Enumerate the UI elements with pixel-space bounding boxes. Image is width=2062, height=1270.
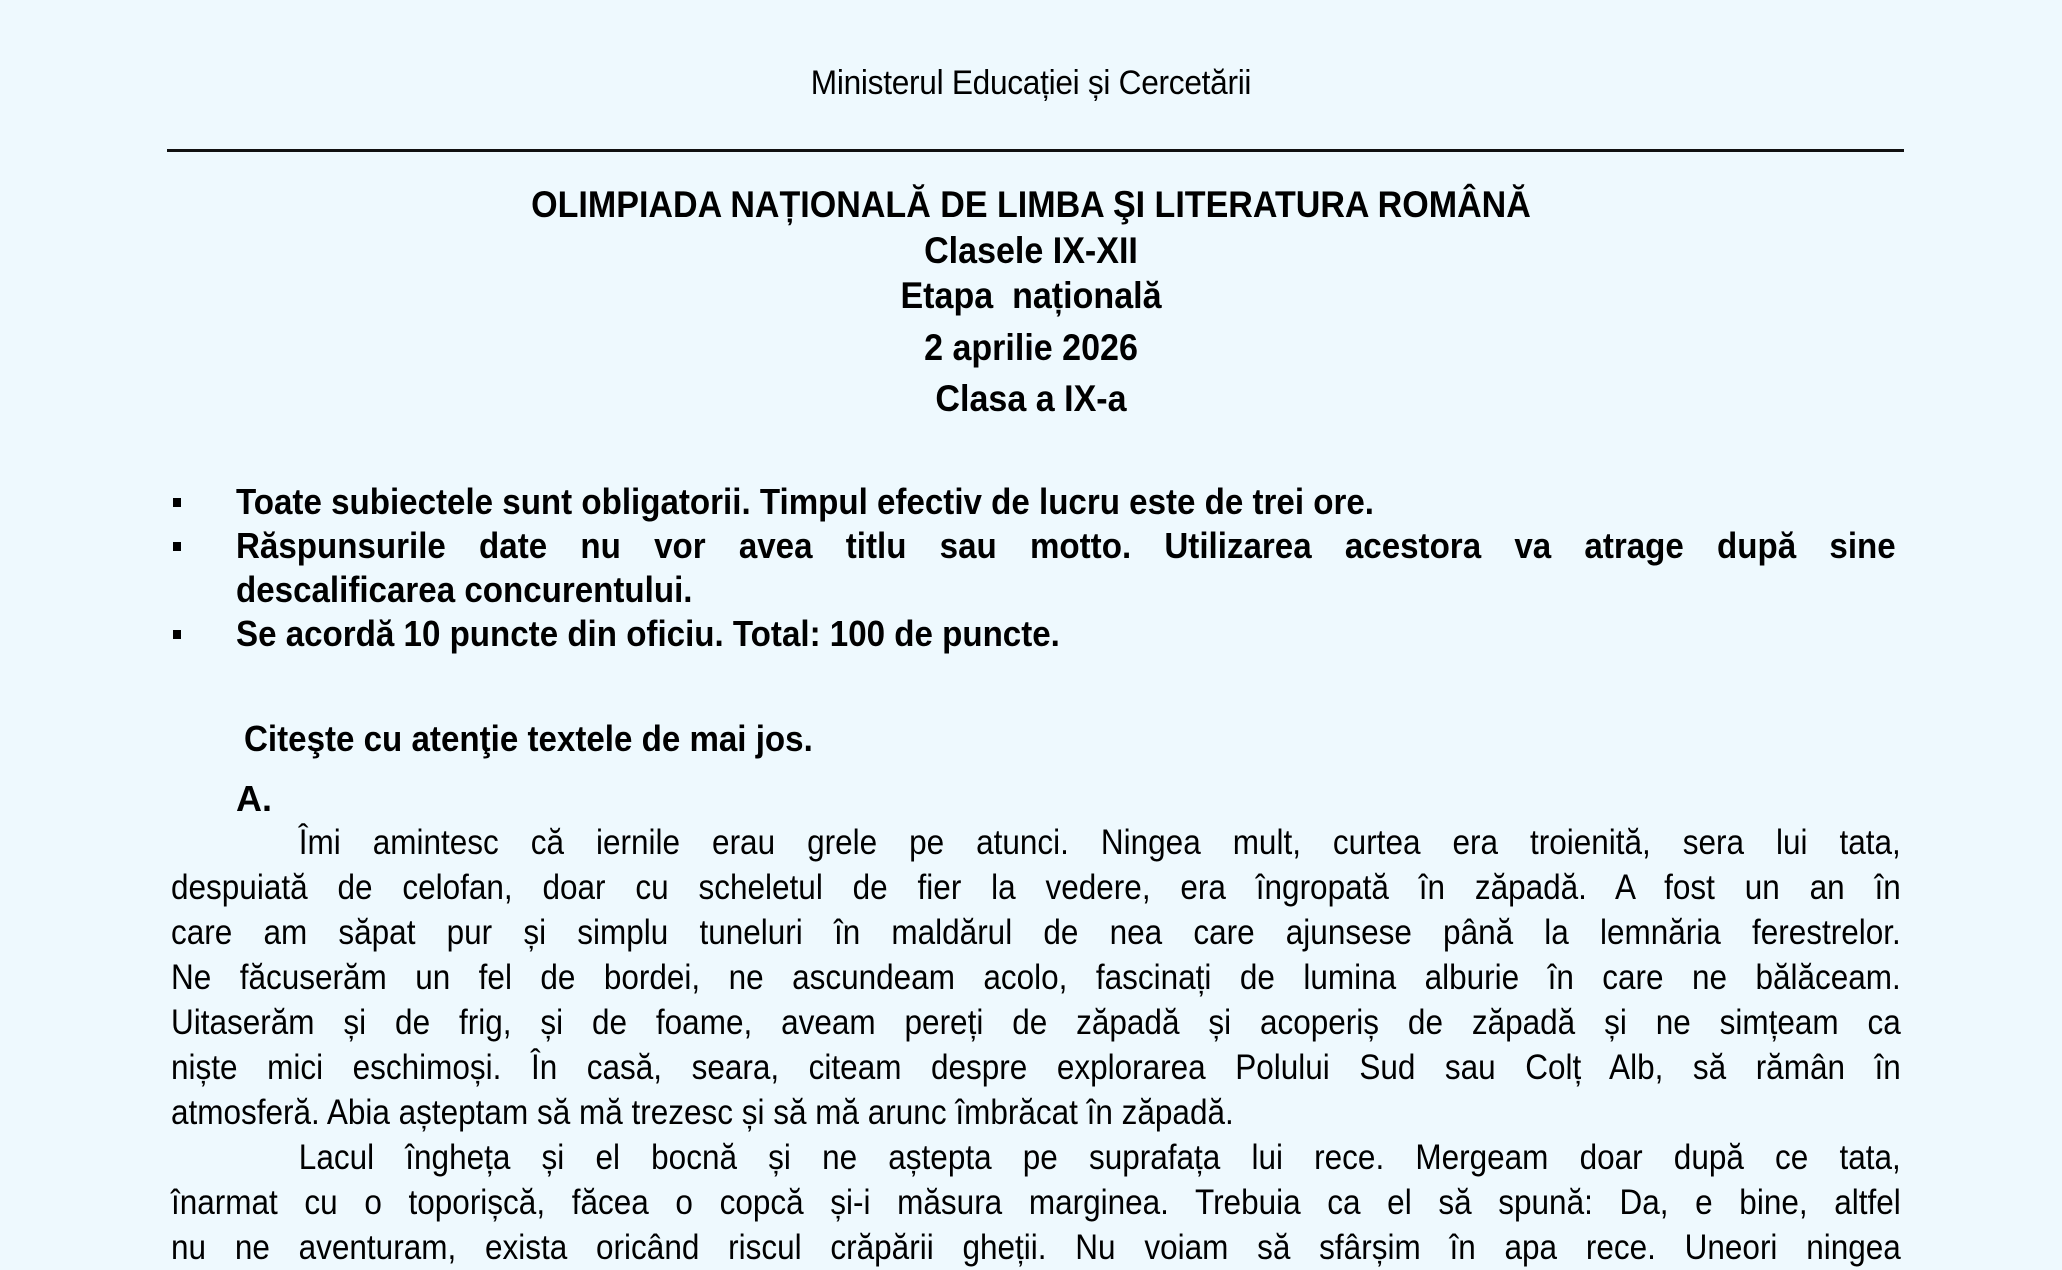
exam-rules-list: [170, 480, 1900, 656]
section-label: A.: [236, 778, 272, 819]
passage-line: Ne făcuserăm un fel de bordei, ne ascundeam acolo, fascinați de lumina alburie în care ne bălăceam.: [171, 958, 1901, 997]
exam-date: 2 aprilie 2026: [924, 327, 1138, 368]
square-bullet-icon: [173, 630, 181, 639]
header-divider: [167, 149, 1904, 152]
rule-item: Se acordă 10 puncte din oficiu. Total: 100 de puncte.: [170, 612, 1900, 656]
reading-instruction: Citeşte cu atenţie textele de mai jos.: [244, 718, 813, 759]
square-bullet-icon: [173, 498, 181, 507]
passage-line: atmosferă. Abia așteptam să mă trezesc și să mă arunc îmbrăcat în zăpadă.: [171, 1093, 1234, 1132]
exam-stage: Etapa națională: [900, 275, 1162, 316]
ministry-header: Ministerul Educației și Cercetării: [810, 64, 1252, 102]
passage-line: înarmat cu o toporișcă, făcea o copcă și-i măsura marginea. Trebuia ca el să spună: Da, e bine, altfel: [171, 1183, 1901, 1222]
square-bullet-icon: [173, 542, 181, 551]
passage-line: Lacul îngheța și el bocnă și ne aștepta pe suprafața lui rece. Mergeam doar după ce tata,: [298, 1138, 1901, 1177]
passage-line: nu ne aventuram, exista oricând riscul crăpării gheții. Nu voiam să sfârșim în apa rece. Uneori ningea: [171, 1228, 1901, 1267]
exam-title: OLIMPIADA NAȚIONALĂ DE LIMBA ŞI LITERATURA ROMÂNĂ: [531, 184, 1531, 225]
exam-classes: Clasele IX-XII: [924, 230, 1138, 271]
rule-item: Răspunsurile date nu vor avea titlu sau motto. Utilizarea acestora va atrage după sine descalificarea concurentului.: [170, 524, 1900, 612]
passage-line: care am săpat pur și simplu tuneluri în maldărul de nea care ajunsese până la lemnăria ferestrelor.: [171, 913, 1901, 952]
passage-line: despuiată de celofan, doar cu scheletul de fier la vedere, era îngropată în zăpadă. A fost un an în: [171, 868, 1901, 907]
passage-text: [171, 820, 1901, 1270]
rule-item: Toate subiectele sunt obligatorii. Timpul efectiv de lucru este de trei ore.: [170, 480, 1900, 524]
passage-line: Îmi amintesc că iernile erau grele pe atunci. Ningea mult, curtea era troienită, sera lui tata,: [298, 823, 1901, 862]
passage-line: niște mici eschimoși. În casă, seara, citeam despre explorarea Polului Sud sau Colț Alb, să rămân în: [171, 1048, 1901, 1087]
passage-line: Uitaserăm și de frig, și de foame, aveam pereți de zăpadă și acoperiș de zăpadă și ne simțeam ca: [171, 1003, 1901, 1042]
exam-class: Clasa a IX-a: [935, 378, 1127, 419]
